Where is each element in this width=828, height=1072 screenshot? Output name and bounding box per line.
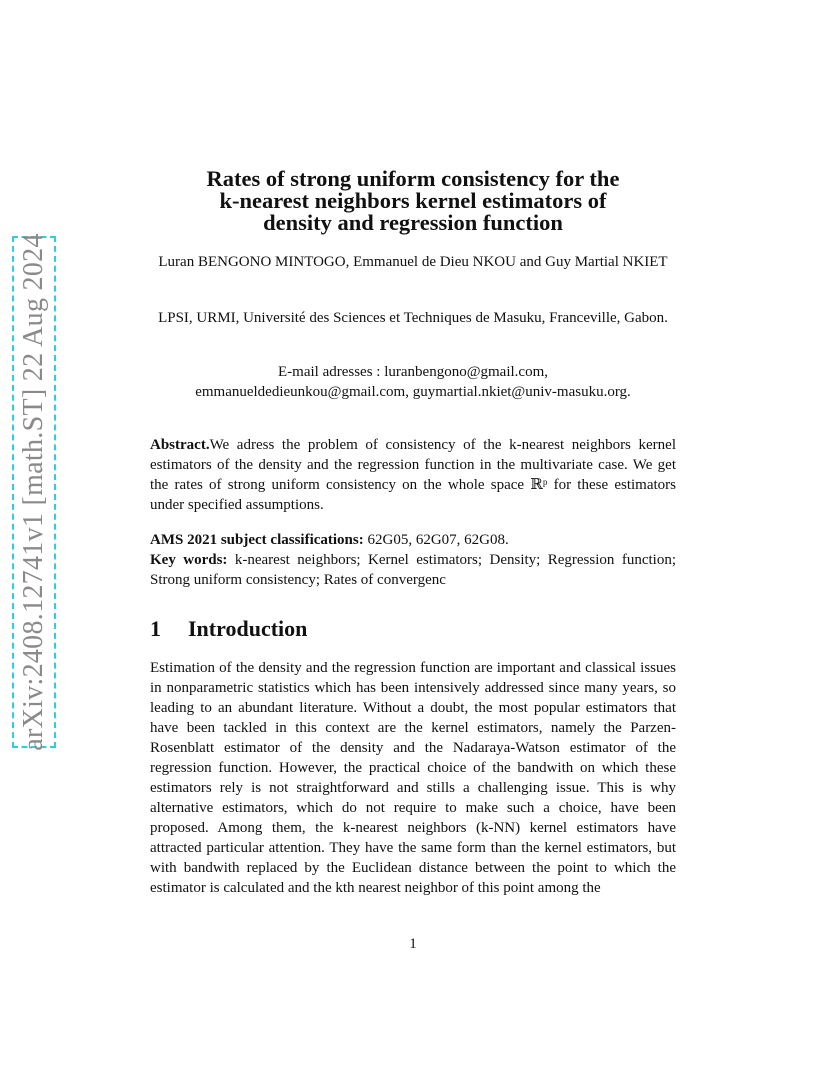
emails [150, 362, 676, 402]
keywords-label: Key words: [150, 552, 228, 568]
abstract-text: We adress the problem of consistency of the k-nearest neighbors kernel estimators of the density and the regression function in the multivariate case. We get the rates of strong uniform consistency on the whole space ℝᵖ for these estimators under specified assumptions. [150, 437, 676, 513]
affiliation: LPSI, URMI, Université des Sciences et Techniques de Masuku, Franceville, Gabon. [158, 310, 668, 326]
classification-block [150, 530, 676, 590]
arxiv-stamp [12, 233, 56, 751]
section-title: Introduction [188, 616, 308, 641]
page-number: 1 [409, 936, 417, 952]
arxiv-id: arXiv:2408.12741v1 [math.ST] 22 Aug 2024 [18, 233, 49, 751]
section-heading [150, 616, 676, 642]
authors: Luran BENGONO MINTOGO, Emmanuel de Dieu NKOU and Guy Martial NKIET [158, 254, 668, 270]
title-line-1: Rates of strong uniform consistency for the [206, 166, 620, 191]
paper-title [150, 168, 676, 234]
emails-line-2: emmanueldedieunkou@gmail.com, guymartial.nkiet@univ-masuku.org. [195, 384, 631, 400]
keywords [150, 550, 676, 590]
emails-line-1: E-mail adresses : luranbengono@gmail.com, [278, 364, 548, 380]
keywords-text: k-nearest neighbors; Kernel estimators; Density; Regression function; Strong uniform consistency; Rates of convergenc [150, 552, 676, 588]
title-line-2: k-nearest neighbors kernel estimators of [219, 188, 607, 213]
title-line-3: density and regression function [263, 210, 563, 235]
ams-text: 62G05, 62G07, 62G08. [363, 532, 509, 548]
section-number: 1 [150, 616, 161, 641]
abstract-label: Abstract. [150, 437, 210, 453]
intro-paragraph: Estimation of the density and the regression function are important and classical issues in nonparametric statistics which has been intensively addressed since many years, so leading to an abundant literature. Without a doubt, the most popular estimators that have been tackled in this context are the kernel estimators, namely the Parzen-Rosenblatt estimator of the density and the Nadaraya-Watson estimator of the regression function. However, the practical choice of the bandwith on which these estimators rely is not straightforward and stills a challenging issue. This is why alternative estimators, which do not require to make such a choice, have been proposed. Among them, the k-nearest neighbors (k-NN) kernel estimators have attracted particular attention. They have the same form than the kernel estimators, but with bandwith replaced by the Euclidean distance between the point to which the estimator is calculated and the kth nearest neighbor of this point among the [150, 660, 676, 896]
abstract [150, 435, 676, 515]
ams-label: AMS 2021 subject classifications: [150, 532, 364, 548]
ams-classification [150, 530, 676, 550]
